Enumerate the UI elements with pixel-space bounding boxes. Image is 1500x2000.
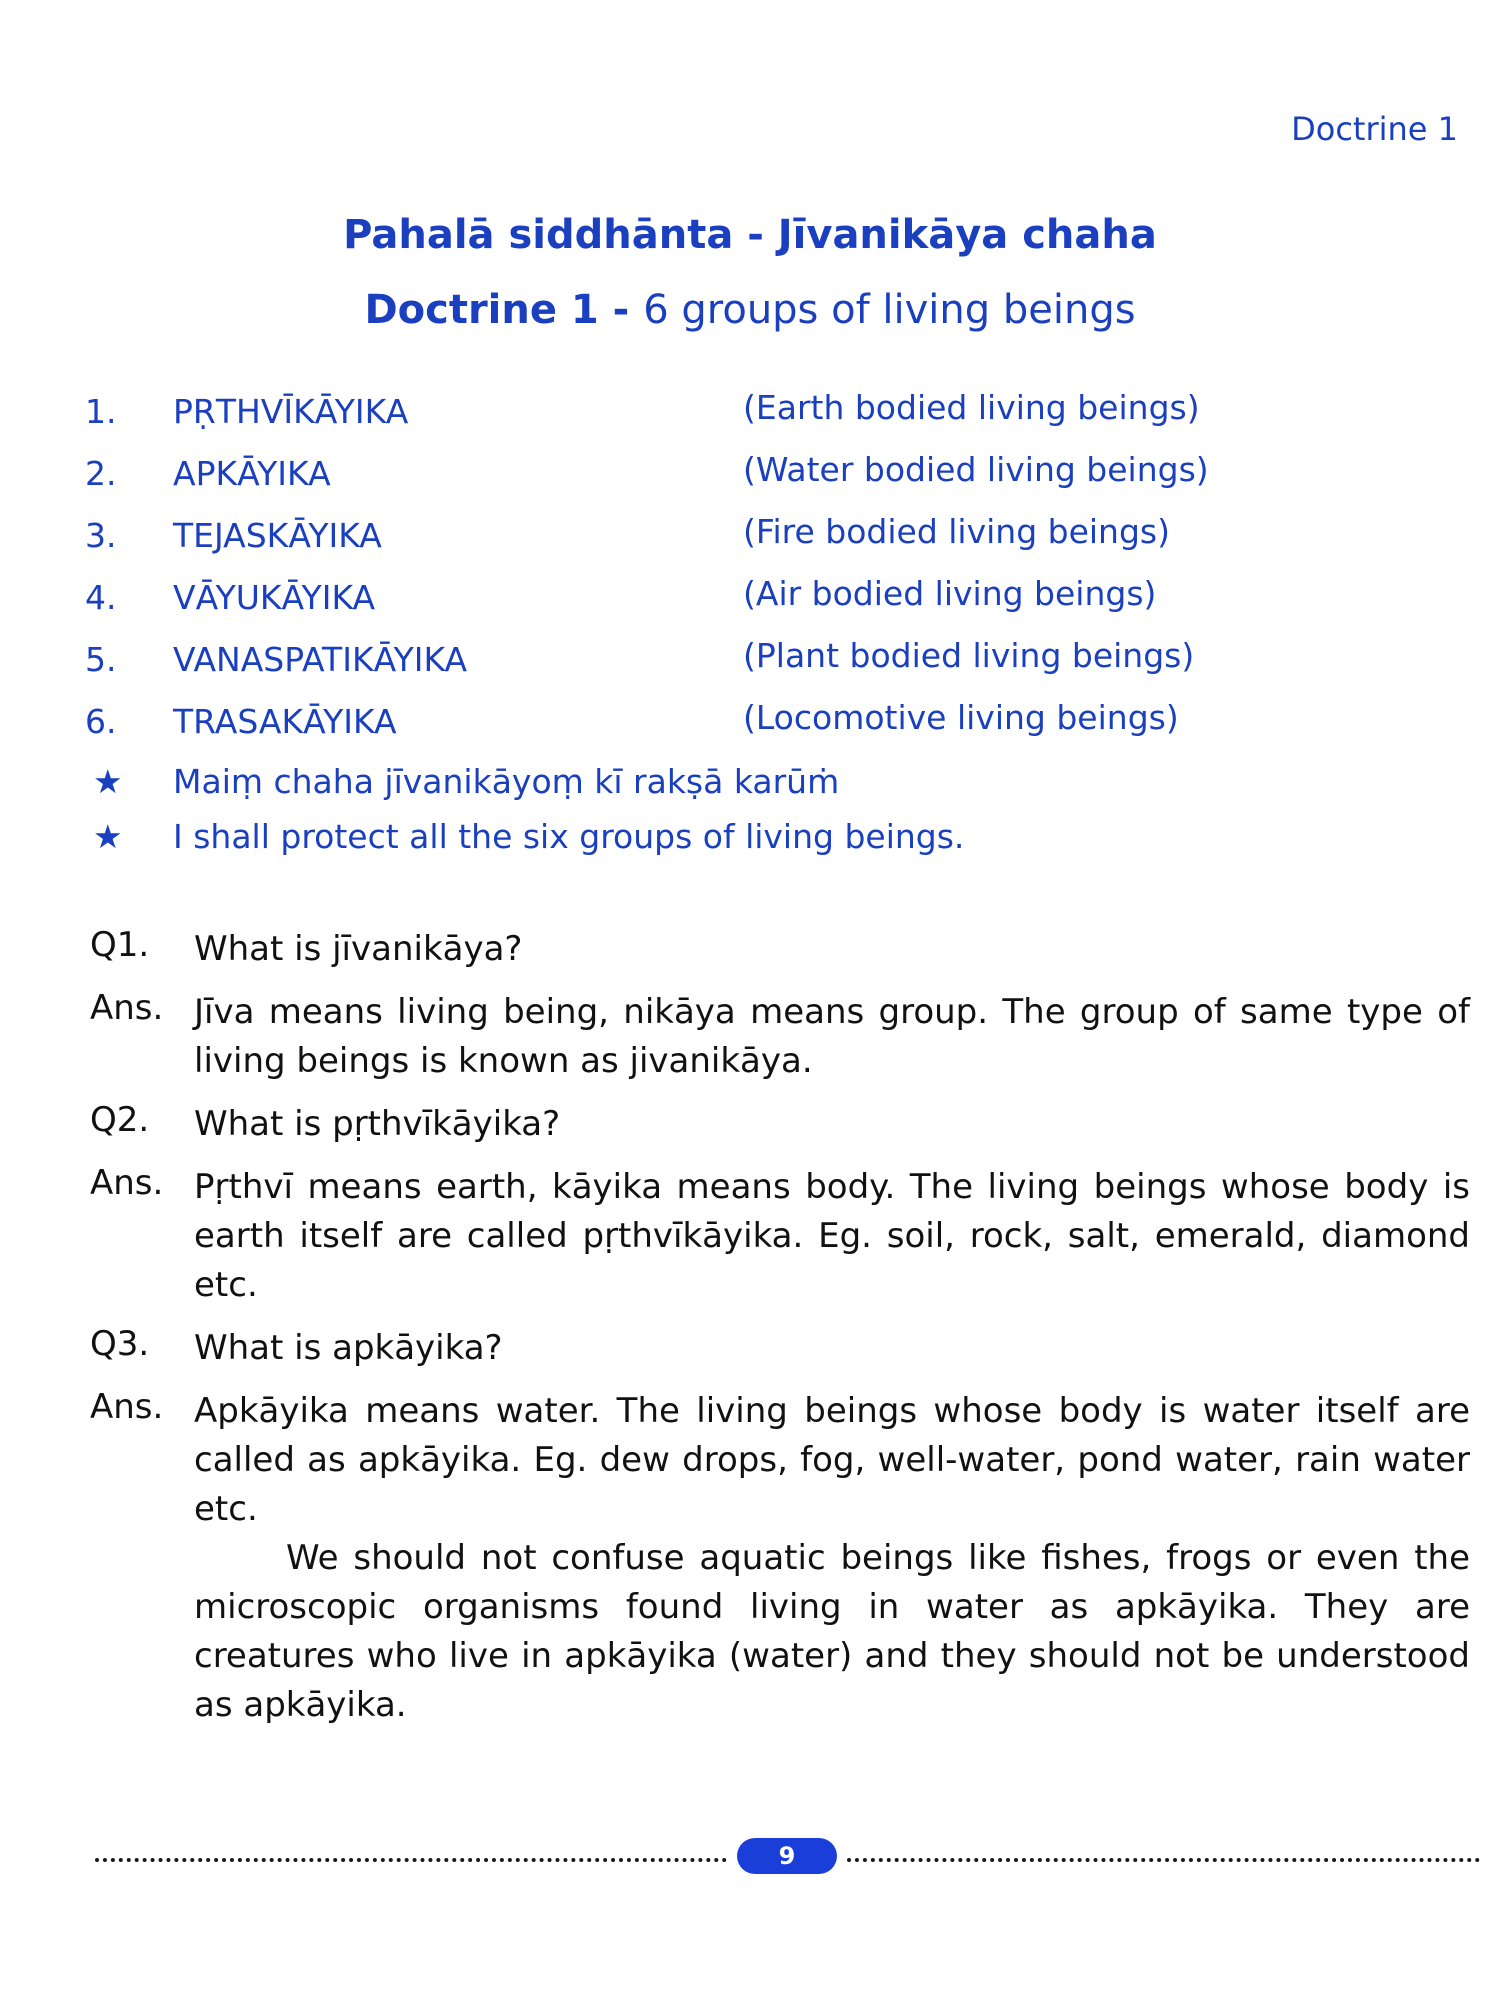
group-row xyxy=(85,574,1465,640)
vow-text-english: I shall protect all the six groups of living beings. xyxy=(173,817,965,856)
group-row xyxy=(85,636,1465,702)
vow-item xyxy=(85,817,1465,872)
answer-text: Pṛthvī means earth, kāyika means body. The living beings whose body is earth itself are called pṛthvīkāyika. Eg. soil, rock, salt, emerald, diamond etc. xyxy=(194,1167,1470,1305)
note-paragraph: We should not confuse aquatic beings like fishes, frogs or even the microscopic organisms found living in water as apkāyika. They are creatures who live in apkāyika (water) and they should not be understood as apkāyika. xyxy=(194,1538,1470,1725)
group-description: (Locomotive living beings) xyxy=(743,698,1179,737)
question-label: Q2. xyxy=(90,1100,150,1140)
answer-3 xyxy=(90,1387,1470,1730)
answer-label: Ans. xyxy=(90,1163,164,1203)
group-description: (Earth bodied living beings) xyxy=(743,388,1200,427)
answer-label: Ans. xyxy=(90,988,164,1028)
question-1 xyxy=(90,925,1470,974)
group-row xyxy=(85,388,1465,454)
footer-dotted-line-left xyxy=(95,1858,727,1862)
footer-dotted-line-right xyxy=(847,1858,1480,1862)
group-description: (Fire bodied living beings) xyxy=(743,512,1170,551)
answer-2 xyxy=(90,1163,1470,1310)
question-label: Q1. xyxy=(90,925,150,965)
group-number: 4. xyxy=(85,578,117,617)
title-doctrine-label: Doctrine 1 - xyxy=(364,287,644,333)
question-label: Q3. xyxy=(90,1324,150,1364)
qa-section xyxy=(90,925,1470,1744)
group-number: 6. xyxy=(85,702,117,741)
vow-list xyxy=(85,762,1465,872)
question-text: What is pṛthvīkāyika? xyxy=(194,1104,561,1144)
group-number: 3. xyxy=(85,516,117,555)
answer-text: Apkāyika means water. The living beings whose body is water itself are called as apkāyika. Eg. dew drops, fog, well-water, pond water, rain water etc. xyxy=(194,1391,1470,1529)
question-2 xyxy=(90,1100,1470,1149)
title-hindi: Pahalā siddhānta - Jīvanikāya chaha xyxy=(343,212,1157,258)
running-header: Doctrine 1 xyxy=(1291,110,1458,148)
group-row xyxy=(85,512,1465,578)
group-row xyxy=(85,698,1465,764)
answer-1 xyxy=(90,988,1470,1086)
title-english xyxy=(0,287,1500,333)
group-description: (Plant bodied living beings) xyxy=(743,636,1195,675)
group-description: (Water bodied living beings) xyxy=(743,450,1209,489)
group-name: PṚTHVĪKĀYIKA xyxy=(173,392,409,431)
star-icon: ★ xyxy=(93,762,123,801)
page-footer xyxy=(95,1838,1480,1878)
answer-label: Ans. xyxy=(90,1387,164,1427)
group-name: VANASPATIKĀYIKA xyxy=(173,640,468,679)
group-name: TEJASKĀYIKA xyxy=(173,516,382,555)
star-icon: ★ xyxy=(93,817,123,856)
group-name: APKĀYIKA xyxy=(173,454,331,493)
question-3 xyxy=(90,1324,1470,1373)
group-row xyxy=(85,450,1465,516)
group-number: 5. xyxy=(85,640,117,679)
vow-item xyxy=(85,762,1465,817)
title-doctrine-text: 6 groups of living beings xyxy=(643,287,1136,333)
vow-text-hindi: Maiṃ chaha jīvanikāyoṃ kī rakṣā karūṁ xyxy=(173,762,840,801)
question-text: What is jīvanikāya? xyxy=(194,929,523,969)
groups-list xyxy=(85,388,1465,764)
page-number: 9 xyxy=(737,1838,837,1874)
group-name: TRASAKĀYIKA xyxy=(173,702,397,741)
group-name: VĀYUKĀYIKA xyxy=(173,578,376,617)
question-text: What is apkāyika? xyxy=(194,1328,503,1368)
answer-text: Jīva means living being, nikāya means group. The group of same type of living beings is known as jivanikāya. xyxy=(194,992,1470,1081)
group-number: 2. xyxy=(85,454,117,493)
group-description: (Air bodied living beings) xyxy=(743,574,1157,613)
group-number: 1. xyxy=(85,392,117,431)
